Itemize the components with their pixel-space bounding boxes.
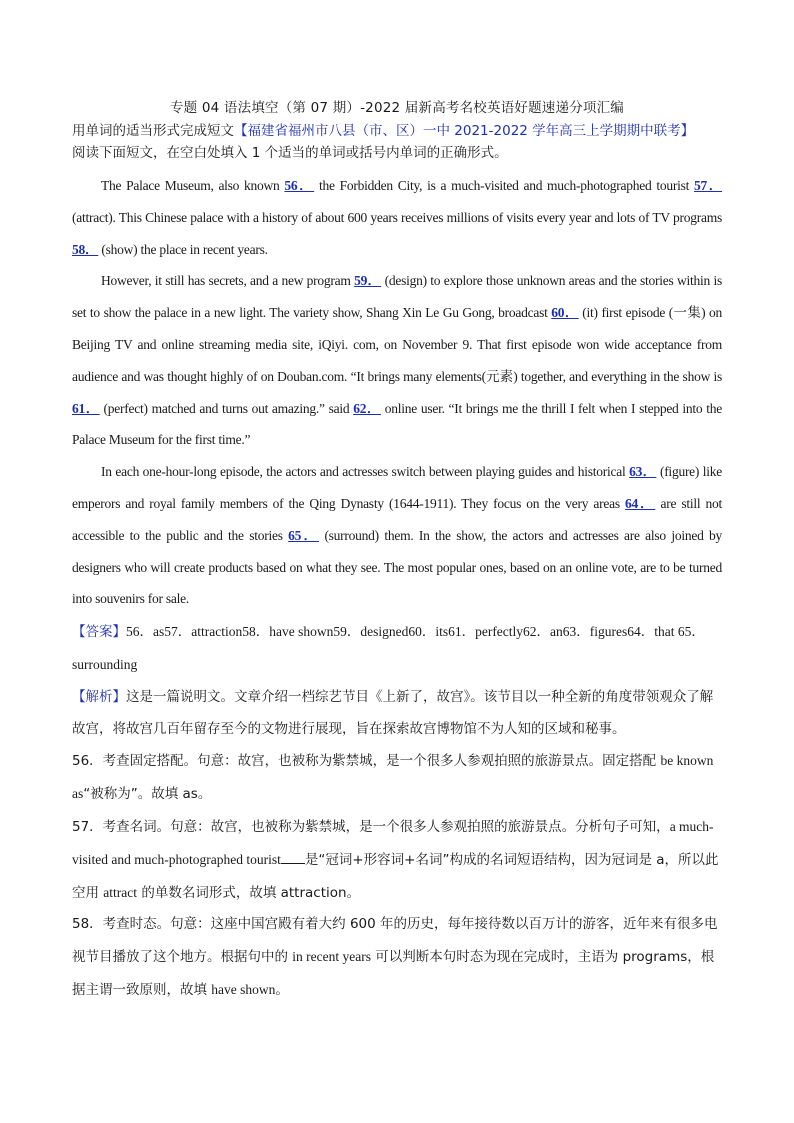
blank-56[interactable]: 56． xyxy=(284,178,315,193)
analysis-paragraph xyxy=(72,682,722,746)
blank-60[interactable]: 60． xyxy=(551,305,579,321)
note-text: 56．考查固定搭配。句意：故宫，也被称为紫禁城，是一个很多人参观拍照的旅游景点。固定搭配 xyxy=(72,753,661,770)
note-text: in recent years xyxy=(292,949,372,965)
analysis-label: 【解析】 xyxy=(72,688,126,705)
note-58 xyxy=(72,909,722,1006)
document-page xyxy=(72,96,722,1007)
note-text: attract xyxy=(103,884,138,900)
page-title: 专题 04 语法填空（第 07 期）-2022 届新高考名校英语好题速递分项汇编 xyxy=(169,100,625,116)
note-56 xyxy=(72,745,722,811)
note-text: “被称为”。故填 as。 xyxy=(83,786,212,803)
passage-text: The Palace Museum, also known xyxy=(101,178,285,193)
passage-text: However, it still has secrets, and a new program xyxy=(101,273,355,289)
blank-61[interactable]: 61． xyxy=(72,400,100,416)
passage-text: (perfect) matched and turns out amazing.” said xyxy=(99,400,354,416)
blank-59[interactable]: 59． xyxy=(354,273,382,289)
blank-63[interactable]: 63． xyxy=(629,464,657,480)
note-text: 可以判断本句时态为现在完成时，主语为 programs，根据主谓一致原则，故填 xyxy=(72,949,715,998)
passage-text: are still not accessible to the public and the stories xyxy=(72,495,722,543)
note-text: 58．考查时态。句意：这座中国宫殿有着大约 600 年的历史，每年接待数以百万计的游客，近年来有很多电视节目播放了这个地方。根据句中的 xyxy=(72,916,718,966)
note-text: have shown xyxy=(211,981,276,997)
blank-58[interactable]: 58． xyxy=(72,241,99,257)
passage-text: online user. “It brings me the thrill I felt when I stepped into the Palace Museum for the first time.” xyxy=(72,400,722,448)
note-text: 的单数名词形式，故填 attraction。 xyxy=(137,884,361,901)
passage-paragraph-2 xyxy=(72,265,722,456)
note-57 xyxy=(72,811,722,909)
blank-57[interactable]: 57． xyxy=(694,178,723,193)
source-reference: 【福建省福州市八县（市、区）一中 2021-2022 学年高三上学期期中联考】 xyxy=(234,123,695,139)
note-text: 是“冠词+形容词+名词”构成的名词短语结构，因为冠词是 a，所以此空用 xyxy=(72,851,719,901)
answer-label: 【答案】 xyxy=(72,624,126,641)
passage-text: (design) to explore those unknown areas and the stories within is set to show the palace in a new light. The variety show, Shang Xin Le Gu Gong, broadcast xyxy=(72,273,722,321)
answer-line xyxy=(72,616,722,682)
blank-65[interactable]: 65． xyxy=(288,527,320,543)
note-text: be known as xyxy=(72,753,714,802)
passage-text: the Forbidden City, is a much-visited and much-photographed tourist xyxy=(314,178,695,193)
blank-62[interactable]: 62． xyxy=(353,400,381,416)
passage-text: In each one-hour-long episode, the actors and actresses switch between playing guides and historical xyxy=(101,464,630,480)
note-text: 57．考查名词。句意：故宫，也被称为紫禁城，是一个很多人参观拍照的旅游景点。分析句子可知， xyxy=(72,818,670,835)
blank-64[interactable]: 64． xyxy=(625,495,656,511)
instruction-line: 阅读下面短文，在空白处填入 1 个适当的单词或括号内单词的正确形式。 xyxy=(72,145,508,161)
passage xyxy=(72,170,722,615)
intro-line xyxy=(72,120,722,142)
passage-text: (surround) them. In the show, the actors and actresses are also joined by designers who will create products based on what they see. The most popular ones, based on an online vote, are to be turned into souvenirs for sale. xyxy=(72,527,723,607)
passage-text: (show) the place in recent years. xyxy=(98,241,268,257)
note-text: 。 xyxy=(275,981,289,998)
answer-text: 56．as57．attraction58．have shown59．designed60．its61．perfectly62．an63．figures64．that 65．surrounding xyxy=(72,624,705,672)
passage-text: (figure) like emperors and royal family members of the Qing Dynasty (1644-1911). They focus on the very areas xyxy=(72,464,723,511)
passage-text: (it) first episode (一集) on Beijing TV and online streaming media site, iQiyi. com, on November 9. That first episode won wide acceptance from audience and was thought highly of on Douban.com. “It brings many elements(元素) together, and everything in the show is xyxy=(72,305,723,384)
blank-line xyxy=(281,852,305,864)
analysis-text: 这是一篇说明文。文章介绍一档综艺节目《上新了，故宫》。该节目以一种全新的角度带领观众了解故宫，将故宫几百年留存至今的文物进行展现，旨在探索故宫博物馆不为人知的区域和秘事。 xyxy=(72,688,714,737)
passage-paragraph-3 xyxy=(72,456,722,615)
passage-paragraph-1 xyxy=(72,170,722,265)
note-text: a much-visited and much-photographed tourist xyxy=(72,818,714,867)
answer-section xyxy=(72,616,722,1007)
instruction-text: 用单词的适当形式完成短文 xyxy=(72,123,234,139)
passage-text: (attract). This Chinese palace with a history of about 600 years receives millions of visits every year and lots of TV programs xyxy=(72,209,722,225)
